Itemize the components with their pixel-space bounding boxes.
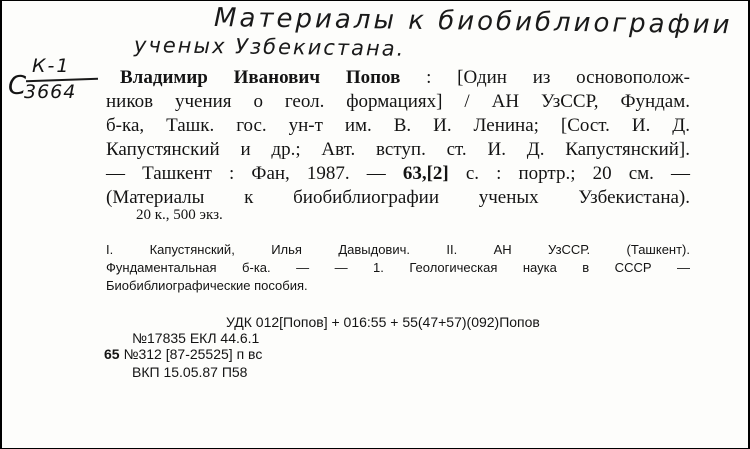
shelfmark <box>6 53 102 109</box>
shelfmark-bottom: 3664 <box>24 81 77 103</box>
vkp-stamp-line: ВКП 15.05.87 П58 <box>132 364 248 380</box>
entry-line-1 <box>120 67 690 89</box>
tracing-line-3: Биобиблиографические пособия. <box>106 278 308 293</box>
card-number: №17835 ЕКЛ 44.6.1 <box>132 330 260 346</box>
handwritten-series-note-line-2: ученых Узбекистана. <box>133 33 406 61</box>
author-heading: Владимир Иванович Попов <box>120 67 401 88</box>
entry-line-3: б-ка, Ташк. гос. ун-т им. В. И. Ленина; [Сост. И. Д. <box>106 115 690 136</box>
imprint: — Ташкент : Фан, 1987. — <box>106 163 403 184</box>
shelfmark-prefix: С <box>8 71 27 101</box>
udc-classification: УДК 012[Попов] + 016:55 + 55(47+57)(092)Попов <box>226 314 540 330</box>
price-and-print-run: 20 к., 500 экз. <box>136 207 223 223</box>
entry-line-2: ников учения о геол. формациях] / АН УзССР, Фундам. <box>106 91 690 112</box>
shelfmark-top: К-1 <box>32 55 71 77</box>
book-chamber-rest: №312 [87-25525] п вс <box>119 346 263 362</box>
title-start: : [Один из основополож- <box>400 67 690 88</box>
handwritten-series-note-line-1: Материалы к биобиблиографии <box>213 3 733 41</box>
tracing-line-1: I. Капустянский, Илья Давыдович. II. АН УзССР. (Ташкент). <box>106 242 690 257</box>
tracing-line-2: Фундаментальная б-ка. — — 1. Геологическая наука в СССР — <box>106 260 690 275</box>
entry-line-5 <box>106 163 690 185</box>
entry-line-4: Капустянский и др.; Авт. вступ. ст. И. Д. Капустянский]. <box>106 139 690 160</box>
catalog-card <box>2 1 748 448</box>
page-count: 63,[2] <box>402 163 449 184</box>
book-chamber-lead: 65 <box>104 346 120 362</box>
physical-description: с. : портр.; 20 см. — <box>448 163 690 184</box>
series-statement: (Материалы к биобиблиографии ученых Узбекистана). <box>106 187 690 208</box>
book-chamber-number <box>104 346 262 363</box>
